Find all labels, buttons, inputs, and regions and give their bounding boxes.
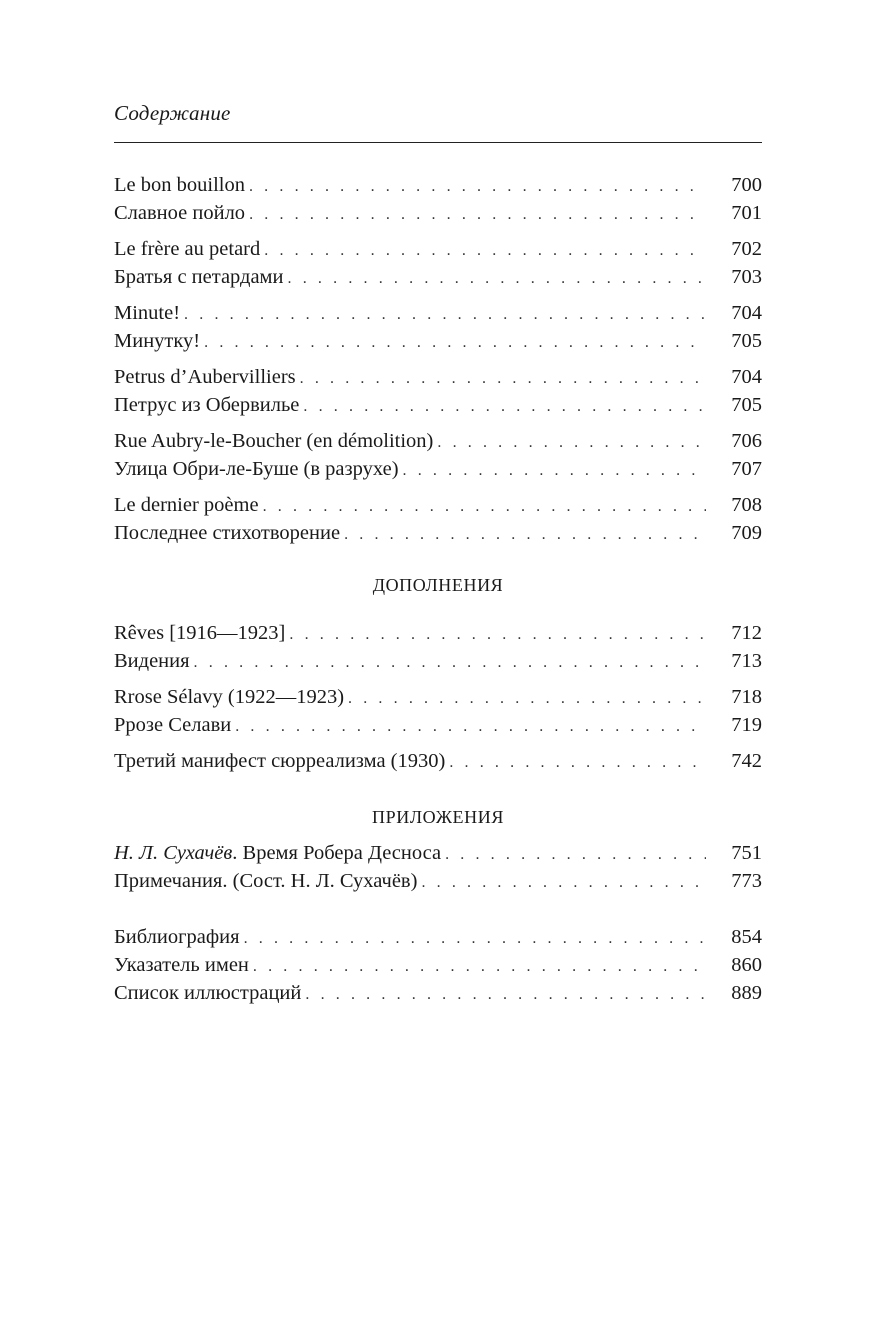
toc-entry-title: Ррозе Селави	[114, 714, 232, 736]
toc-entry-page: 701	[731, 202, 762, 224]
dot-leader	[303, 393, 706, 421]
toc-entry[interactable]	[114, 455, 762, 483]
toc-entry-author: Н. Л. Сухачёв	[114, 842, 233, 864]
toc-entry-title: Петрус из Обервилье	[114, 394, 300, 416]
toc-entry[interactable]	[114, 867, 762, 895]
toc-entry-page: 708	[731, 494, 762, 516]
dot-leader	[288, 265, 706, 293]
dot-leader	[244, 925, 706, 953]
toc-entry-page: 709	[731, 522, 762, 544]
toc-entry-page: 707	[731, 458, 762, 480]
toc-entry-page: 704	[731, 366, 762, 388]
toc-entry-page: 773	[731, 870, 762, 892]
toc-entry-page: 713	[731, 650, 762, 672]
toc-entry-title: Le dernier poème	[114, 494, 259, 516]
dot-leader	[249, 173, 706, 201]
dot-leader	[437, 429, 706, 457]
toc-entry-title: Улица Обри-ле-Буше (в разрухе)	[114, 458, 399, 480]
toc-entry-title: Minute!	[114, 302, 181, 324]
toc-entry[interactable]	[114, 263, 762, 291]
toc-entry-page: 718	[731, 686, 762, 708]
toc-entry-title: Le bon bouillon	[114, 174, 245, 196]
dot-leader	[263, 493, 706, 521]
toc-entry-page: 705	[731, 330, 762, 352]
toc-entry-title: Минутку!	[114, 330, 201, 352]
toc-group	[114, 235, 762, 291]
toc-entry-page: 860	[731, 954, 762, 976]
toc-entry[interactable]	[114, 327, 762, 355]
toc-group	[114, 683, 762, 739]
toc-entry[interactable]	[114, 683, 762, 711]
toc-group	[114, 427, 762, 483]
toc-entry[interactable]	[114, 199, 762, 227]
table-of-contents	[114, 171, 762, 1007]
dot-leader	[403, 457, 706, 485]
dot-leader	[249, 201, 706, 229]
section-heading-appendices: ПРИЛОЖЕНИЯ	[372, 807, 504, 827]
toc-entry-page: 889	[731, 982, 762, 1004]
dot-leader	[289, 621, 706, 649]
toc-group	[114, 299, 762, 355]
dot-leader	[300, 365, 706, 393]
dot-leader	[445, 841, 706, 869]
toc-entry-title-text: . Время Робера Десноса	[232, 842, 442, 864]
toc-entry-title: Petrus d’Aubervilliers	[114, 366, 296, 388]
toc-entry[interactable]	[114, 839, 762, 867]
toc-entry-page: 712	[731, 622, 762, 644]
toc-entry-page: 719	[731, 714, 762, 736]
dot-leader	[204, 329, 706, 357]
toc-group	[114, 171, 762, 227]
dot-leader	[253, 953, 706, 981]
toc-group	[114, 363, 762, 419]
toc-entry[interactable]	[114, 363, 762, 391]
toc-entry-page: 704	[731, 302, 762, 324]
toc-entry[interactable]	[114, 299, 762, 327]
toc-entry[interactable]	[114, 235, 762, 263]
toc-entry[interactable]	[114, 171, 762, 199]
toc-entry-title: Третий манифест сюрреализма (1930)	[114, 750, 446, 772]
toc-entry[interactable]	[114, 923, 762, 951]
toc-group	[114, 839, 762, 895]
running-head: Содержание	[114, 101, 231, 125]
toc-entry-page: 700	[731, 174, 762, 196]
toc-entry-title: Библиография	[114, 926, 240, 948]
toc-entry-page: 751	[731, 842, 762, 864]
toc-entry-title: Братья с петардами	[114, 266, 284, 288]
toc-entry-title: Rrose Sélavy (1922—1923)	[114, 686, 345, 708]
toc-entry-page: 703	[731, 266, 762, 288]
section-heading-additions: ДОПОЛНЕНИЯ	[372, 575, 504, 595]
toc-entry[interactable]	[114, 491, 762, 519]
toc-entry-page: 854	[731, 926, 762, 948]
toc-entry-title: Rue Aubry-le-Boucher (en démolition)	[114, 430, 434, 452]
toc-entry[interactable]	[114, 951, 762, 979]
dot-leader	[344, 521, 706, 549]
toc-entry[interactable]	[114, 519, 762, 547]
toc-entry-title: Славное пойло	[114, 202, 246, 224]
dot-leader	[421, 869, 706, 897]
toc-entry-title: Примечания. (Сост. Н. Л. Сухачёв)	[114, 870, 418, 892]
dot-leader	[449, 749, 706, 777]
toc-entry-title: Последнее стихотворение	[114, 522, 341, 544]
dot-leader	[264, 237, 706, 265]
toc-entry-title: Le frère au petard	[114, 238, 261, 260]
toc-entry[interactable]	[114, 391, 762, 419]
toc-entry-title: Указатель имен	[114, 954, 249, 976]
toc-entry-title: Видения	[114, 650, 190, 672]
toc-entry-page: 742	[731, 750, 762, 772]
toc-group	[114, 619, 762, 675]
toc-entry-page: 702	[731, 238, 762, 260]
toc-entry[interactable]	[114, 647, 762, 675]
dot-leader	[305, 981, 706, 1009]
toc-entry-title: Rêves [1916—1923]	[114, 622, 286, 644]
toc-entry[interactable]	[114, 747, 762, 775]
toc-entry-page: 705	[731, 394, 762, 416]
toc-entry-title: Список иллюстраций	[114, 982, 302, 1004]
toc-entry[interactable]	[114, 711, 762, 739]
toc-entry-title	[114, 839, 445, 867]
toc-entry[interactable]	[114, 619, 762, 647]
toc-entry[interactable]	[114, 979, 762, 1007]
toc-group	[114, 491, 762, 547]
toc-entry-page: 706	[731, 430, 762, 452]
toc-group-back-matter	[114, 923, 762, 1007]
dot-leader	[184, 301, 706, 329]
toc-entry[interactable]	[114, 427, 762, 455]
dot-leader	[235, 713, 706, 741]
dot-leader	[194, 649, 706, 677]
header-rule	[114, 142, 762, 143]
dot-leader	[348, 685, 706, 713]
toc-group	[114, 747, 762, 775]
toc-page	[114, 100, 762, 1015]
